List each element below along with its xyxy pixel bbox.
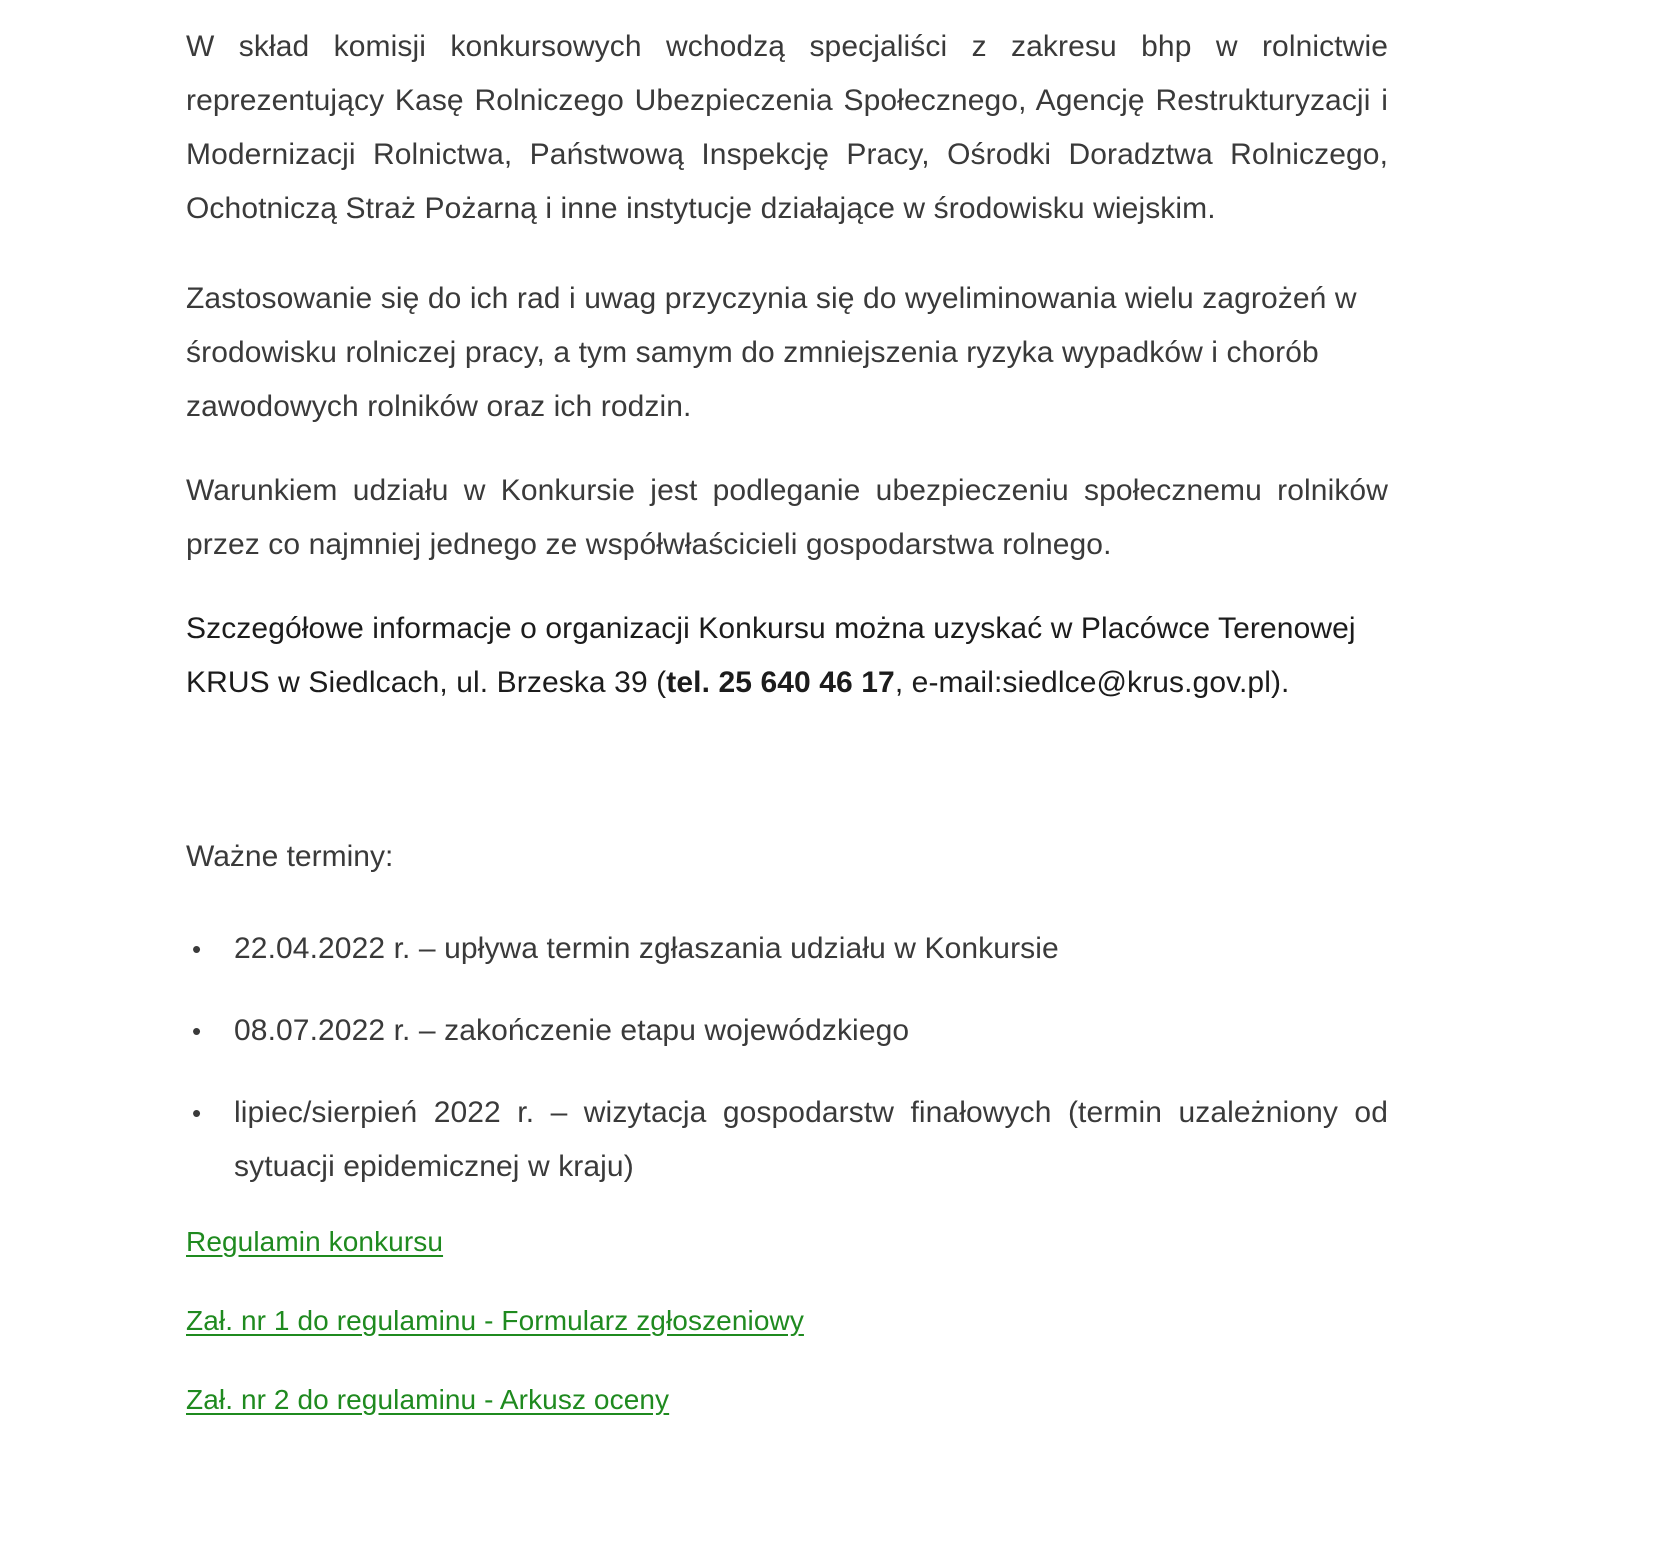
bullet-icon	[192, 1004, 204, 1058]
spacer-after-p1	[186, 236, 1388, 272]
list-item-label: 22.04.2022 r. – upływa termin zgłaszania udziału w Konkursie	[234, 932, 1059, 965]
spacer-before-terms	[186, 710, 1388, 830]
contact-text-before-phone: Szczegółowe informacje o organizacji Konkursu można uzyskać w Placówce Terenowej KRUS w Siedlcach, ul. Brzeska 39 (	[186, 612, 1356, 699]
link-zalacznik-1-formularz-zgloszeniowy[interactable]: Zał. nr 1 do regulaminu - Formularz zgłoszeniowy	[186, 1305, 804, 1336]
contact-phone-number: tel. 25 640 46 17	[666, 666, 895, 699]
paragraph-commission-composition: W skład komisji konkursowych wchodzą specjaliści z zakresu bhp w rolnictwie reprezentujący Kasę Rolniczego Ubezpieczenia Społecznego, Agencję Restrukturyzacji i Modernizacji Rolnictwa, Państwową Inspekcję Pracy, Ośrodki Doradztwa Rolniczego, Ochotniczą Straż Pożarną i inne instytucje działające w środowisku wiejskim.	[186, 30, 1388, 225]
spacer-top	[186, 0, 1388, 20]
bullet-icon	[192, 922, 204, 976]
paragraph-risk-reduction: Zastosowanie się do ich rad i uwag przyczynia się do wyeliminowania wielu zagrożeń w środowisku rolniczej pracy, a tym samym do zmniejszenia ryzyka wypadków i chorób zawodowych rolników oraz ich rodzin.	[186, 282, 1357, 423]
link-zalacznik-2-arkusz-oceny[interactable]: Zał. nr 2 do regulaminu - Arkusz oceny	[186, 1384, 670, 1415]
paragraph-contact-details	[186, 602, 1388, 710]
spacer-after-p3	[186, 572, 1388, 602]
list-item-label: 08.07.2022 r. – zakończenie etapu wojewódzkiego	[234, 1014, 910, 1047]
link-regulamin-konkursu[interactable]: Regulamin konkursu	[186, 1226, 444, 1257]
spacer-after-p2	[186, 434, 1388, 464]
list-item	[186, 1004, 1388, 1058]
document-content	[186, 0, 1388, 1459]
important-dates-list	[186, 922, 1388, 1194]
list-item-label: lipiec/sierpień 2022 r. – wizytacja gospodarstw finałowych (termin uzależniony od sytuacji epidemicznej w kraju)	[234, 1096, 1388, 1183]
list-item	[186, 922, 1388, 976]
list-item	[186, 1086, 1388, 1194]
attachment-links	[186, 1222, 1388, 1420]
important-dates-heading: Ważne terminy:	[186, 840, 394, 873]
bullet-icon	[192, 1086, 204, 1140]
important-dates-list-wrapper	[186, 922, 1388, 1194]
paragraph-participation-condition: Warunkiem udziału w Konkursie jest podleganie ubezpieczeniu społecznemu rolników przez co najmniej jednego ze współwłaścicieli gospodarstwa rolnego.	[186, 474, 1388, 561]
contact-text-email: , e-mail:siedlce@krus.gov.pl).	[894, 666, 1290, 699]
